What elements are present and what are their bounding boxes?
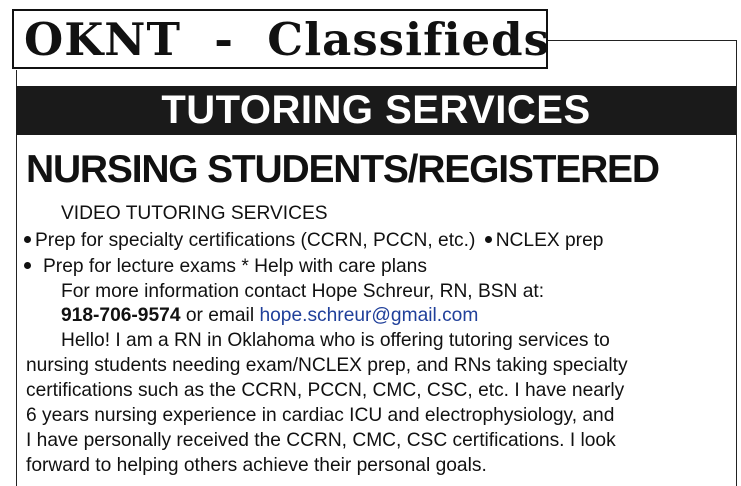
or-email-text: or email (185, 305, 255, 326)
section-banner-title: TUTORING SERVICES (161, 88, 591, 132)
body-text-line: forward to helping others achieve their personal goals. (26, 455, 487, 476)
bullet-text-lecture: Prep for lecture exams * Help with care plans (43, 256, 427, 277)
frame-line-right (736, 40, 737, 486)
contact-details (61, 305, 478, 327)
body-text-line: I have personally received the CCRN, CMC, CSC certifications. I look (26, 430, 616, 451)
frame-line-top (548, 40, 737, 41)
bullet-dot-icon (24, 236, 31, 243)
bullet-dot-icon (24, 262, 31, 269)
bullet-line-2 (24, 256, 427, 278)
contact-line: For more information contact Hope Schreur, RN, BSN at: (61, 281, 545, 302)
masthead-title: OKNT - Classifieds (24, 12, 550, 66)
bullet-dot-icon (485, 236, 492, 243)
body-text-line: 6 years nursing experience in cardiac ICU and electrophysiology, and (26, 405, 615, 426)
body-text-line: nursing students needing exam/NCLEX prep, and RNs taking specialty (26, 355, 628, 376)
bullet-text-specialty: Prep for specialty certifications (CCRN, PCCN, etc.) (35, 230, 476, 251)
body-text-line: Hello! I am a RN in Oklahoma who is offering tutoring services to (61, 330, 610, 351)
body-text-line: certifications such as the CCRN, PCCN, CMC, CSC, etc. I have nearly (26, 380, 625, 401)
bullet-text-nclex: NCLEX prep (495, 230, 604, 251)
section-banner (16, 86, 736, 135)
email-link[interactable]: hope.schreur@gmail.com (259, 305, 479, 326)
masthead (12, 9, 548, 69)
ad-headline: NURSING STUDENTS/REGISTERED (26, 148, 659, 191)
bullet-line-1 (24, 230, 603, 252)
phone-number[interactable]: 918-706-9574 (61, 305, 181, 326)
ad-subhead: VIDEO TUTORING SERVICES (61, 203, 328, 224)
